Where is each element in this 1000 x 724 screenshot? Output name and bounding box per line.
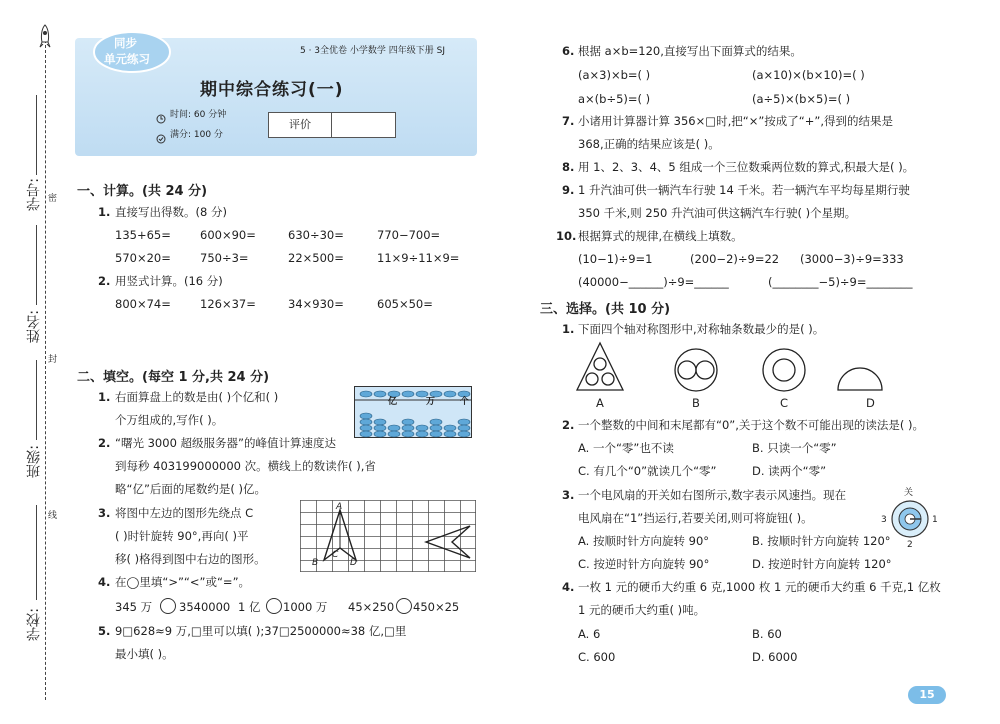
page-number: 15 xyxy=(908,686,946,704)
question-text: 略“亿”后面的尾数约是( )亿。 xyxy=(115,482,267,496)
calc-item: 135+65= xyxy=(115,228,171,242)
question-text: 将图中左边的图形先绕点 C xyxy=(115,506,254,520)
calc-item: 800×74= xyxy=(115,297,171,311)
seal-mi: 密 xyxy=(48,194,58,204)
school-label: 学校: xyxy=(26,608,42,641)
question-text: 直接写出得数。(8 分) xyxy=(115,205,227,219)
calc-item: (200−2)÷9=22 xyxy=(690,252,780,266)
class-blank[interactable] xyxy=(36,360,37,440)
question-text: 一枚 1 元的硬币大约重 6 克,1000 枚 1 元的硬币大约重 6 千克,1 亿枚 xyxy=(578,580,941,594)
question-text: 在◯里填“>”“<”或“=”。 xyxy=(115,575,251,589)
question-text: 电风扇在“1”挡运行,若要关闭,则可将旋钮( )。 xyxy=(578,511,813,525)
point-label: A xyxy=(336,502,343,512)
question-text: 下面四个轴对称图形中,对称轴条数最少的是( )。 xyxy=(578,322,825,336)
question-text: 350 千米,则 250 升汽油可供这辆汽车行驶( )个星期。 xyxy=(578,206,857,220)
question-text: 368,正确的结果应该是( )。 xyxy=(578,137,720,151)
option-label[interactable]: B. 按顺时针方向旋转 120° xyxy=(752,534,891,548)
question-number: 2. xyxy=(98,436,111,450)
question-text: 到每秒 403199000000 次。横线上的数读作( ),省 xyxy=(115,459,376,473)
calc-item: 605×50= xyxy=(377,297,433,311)
compare-circle[interactable] xyxy=(266,598,282,614)
name-blank[interactable] xyxy=(36,225,37,305)
question-text: 移( )格得到图中右边的图形。 xyxy=(115,552,266,566)
unit-practice-badge: 同步 单元练习 xyxy=(92,26,172,74)
calc-item: 11×9÷11×9= xyxy=(377,251,460,265)
option-label[interactable]: C. 600 xyxy=(578,650,616,664)
question-number: 3. xyxy=(562,488,575,502)
question-number: 1. xyxy=(98,205,111,219)
symmetric-shapes-figure xyxy=(572,340,912,396)
calc-item: (40000−______)÷9=______ xyxy=(578,275,729,289)
question-text: ( )时针旋转 90°,再向( )平 xyxy=(115,529,249,543)
full-score: 满分: 100 分 xyxy=(170,130,223,140)
question-text: 根据 a×b=120,直接写出下面算式的结果。 xyxy=(578,44,802,58)
option-label[interactable]: B xyxy=(692,396,700,410)
question-number: 9. xyxy=(562,183,575,197)
question-text: 个万组成的,写作( )。 xyxy=(115,413,224,427)
option-label[interactable]: D. 读两个“零” xyxy=(752,464,827,478)
seal-feng: 封 xyxy=(48,355,58,365)
calc-item: (a÷5)×(b×5)=( ) xyxy=(752,92,851,106)
seal-xian: 线 xyxy=(48,511,58,521)
fan-label-3: 3 xyxy=(881,515,887,525)
question-number: 3. xyxy=(98,506,111,520)
question-text: 小诸用计算器计算 356×□时,把“×”按成了“+”,得到的结果是 xyxy=(578,114,894,128)
calc-item: 34×930= xyxy=(288,297,344,311)
calc-item: 570×20= xyxy=(115,251,171,265)
calc-item: a×(b÷5)=( ) xyxy=(578,92,651,106)
section-2-title: 二、填空。(每空 1 分,共 24 分) xyxy=(77,370,270,385)
question-text: 1 元的硬币大约重( )吨。 xyxy=(578,603,706,617)
calc-item: 630÷30= xyxy=(288,228,344,242)
question-text: 一个电风扇的开关如右图所示,数字表示风速挡。现在 xyxy=(578,488,847,502)
evaluation-label: 评价 xyxy=(269,113,332,137)
calc-item: 600×90= xyxy=(200,228,256,242)
section-3-title: 三、选择。(共 10 分) xyxy=(540,302,671,317)
school-blank[interactable] xyxy=(36,505,37,600)
question-number: 1. xyxy=(562,322,575,336)
name-label: 姓名: xyxy=(26,310,42,343)
option-label[interactable]: D xyxy=(866,396,875,410)
compare-circle[interactable] xyxy=(160,598,176,614)
check-icon xyxy=(156,129,166,148)
option-label[interactable]: C xyxy=(780,396,789,410)
option-label[interactable]: A. 6 xyxy=(578,627,601,641)
option-label[interactable]: A. 一个“零”也不读 xyxy=(578,441,674,455)
question-text: 1 升汽油可供一辆汽车行驶 14 千米。若一辆汽车平均每星期行驶 xyxy=(578,183,910,197)
calc-item: (a×3)×b=( ) xyxy=(578,68,651,82)
series-label: 5 · 3全优卷 小学数学 四年级下册 SJ xyxy=(300,46,445,56)
time-limit: 时间: 60 分钟 xyxy=(170,110,227,120)
class-label: 班级: xyxy=(26,445,42,478)
question-text: 最小填( )。 xyxy=(115,647,174,661)
question-number: 4. xyxy=(98,575,111,589)
calc-item: 750÷3= xyxy=(200,251,249,265)
clock-icon xyxy=(156,109,166,128)
student-id-blank[interactable] xyxy=(36,95,37,175)
question-number: 2. xyxy=(562,418,575,432)
page-title: 期中综合练习(一) xyxy=(200,80,344,100)
option-label[interactable]: B. 60 xyxy=(752,627,782,641)
question-number: 4. xyxy=(562,580,575,594)
question-text: 用竖式计算。(16 分) xyxy=(115,274,223,288)
calc-item: 22×500= xyxy=(288,251,344,265)
binding-cut-line xyxy=(45,40,46,700)
calc-item: (a×10)×(b×10)=( ) xyxy=(752,68,865,82)
calc-item: (________−5)÷9=________ xyxy=(768,275,913,289)
student-id-label: 学号: xyxy=(26,178,42,211)
fan-label-2: 2 xyxy=(907,540,913,550)
option-label[interactable]: C. 有几个“0”就读几个“零” xyxy=(578,464,717,478)
abacus-figure xyxy=(354,386,472,438)
fan-switch-figure xyxy=(880,486,940,552)
fan-label-1: 1 xyxy=(932,515,938,525)
abacus-label: 万 xyxy=(426,397,436,407)
question-text: 右面算盘上的数是由( )个亿和( ) xyxy=(115,390,279,404)
question-number: 6. xyxy=(562,44,575,58)
compare-item: 3540000 xyxy=(179,600,231,614)
calc-item: (3000−3)÷9=333 xyxy=(800,252,904,266)
compare-circle[interactable] xyxy=(396,598,412,614)
question-text: “曙光 3000 超级服务器”的峰值计算速度达 xyxy=(115,436,336,450)
question-number: 8. xyxy=(562,160,575,174)
option-label[interactable]: C. 按逆时针方向旋转 90° xyxy=(578,557,710,571)
option-label[interactable]: D. 6000 xyxy=(752,650,798,664)
abacus-label: 亿 xyxy=(388,397,398,407)
option-label[interactable]: A. 按顺时针方向旋转 90° xyxy=(578,534,710,548)
option-label[interactable]: A xyxy=(596,396,604,410)
compare-item: 345 万 xyxy=(115,600,153,614)
point-label: B xyxy=(312,558,319,568)
point-label: D xyxy=(350,558,357,568)
question-text: 用 1、2、3、4、5 组成一个三位数乘两位数的算式,积最大是( )。 xyxy=(578,160,915,174)
point-label: C xyxy=(332,550,339,560)
question-number: 2. xyxy=(98,274,111,288)
rocket-icon xyxy=(38,24,52,48)
option-label[interactable]: D. 按逆时针方向旋转 120° xyxy=(752,557,892,571)
compare-item: 45×250 xyxy=(348,600,395,614)
question-text: 9□628≈9 万,□里可以填( );37□2500000≈38 亿,□里 xyxy=(115,624,407,638)
fan-label-off: 关 xyxy=(904,488,914,498)
question-number: 5. xyxy=(98,624,111,638)
question-number: 1. xyxy=(98,390,111,404)
calc-item: (10−1)÷9=1 xyxy=(578,252,653,266)
rotation-grid-figure xyxy=(300,500,476,572)
question-text: 一个整数的中间和末尾都有“0”,关于这个数不可能出现的读法是( )。 xyxy=(578,418,925,432)
abacus-label: 个 xyxy=(460,397,470,407)
question-number: 10. xyxy=(556,229,577,243)
option-label[interactable]: B. 只读一个“零” xyxy=(752,441,837,455)
compare-item: 450×25 xyxy=(413,600,460,614)
question-text: 根据算式的规律,在横线上填数。 xyxy=(578,229,743,243)
compare-item: 1 亿 xyxy=(238,600,261,614)
section-1-title: 一、计算。(共 24 分) xyxy=(77,184,208,199)
compare-item: 1000 万 xyxy=(283,600,328,614)
calc-item: 126×37= xyxy=(200,297,256,311)
evaluation-box[interactable] xyxy=(268,112,396,138)
calc-item: 770−700= xyxy=(377,228,441,242)
question-number: 7. xyxy=(562,114,575,128)
